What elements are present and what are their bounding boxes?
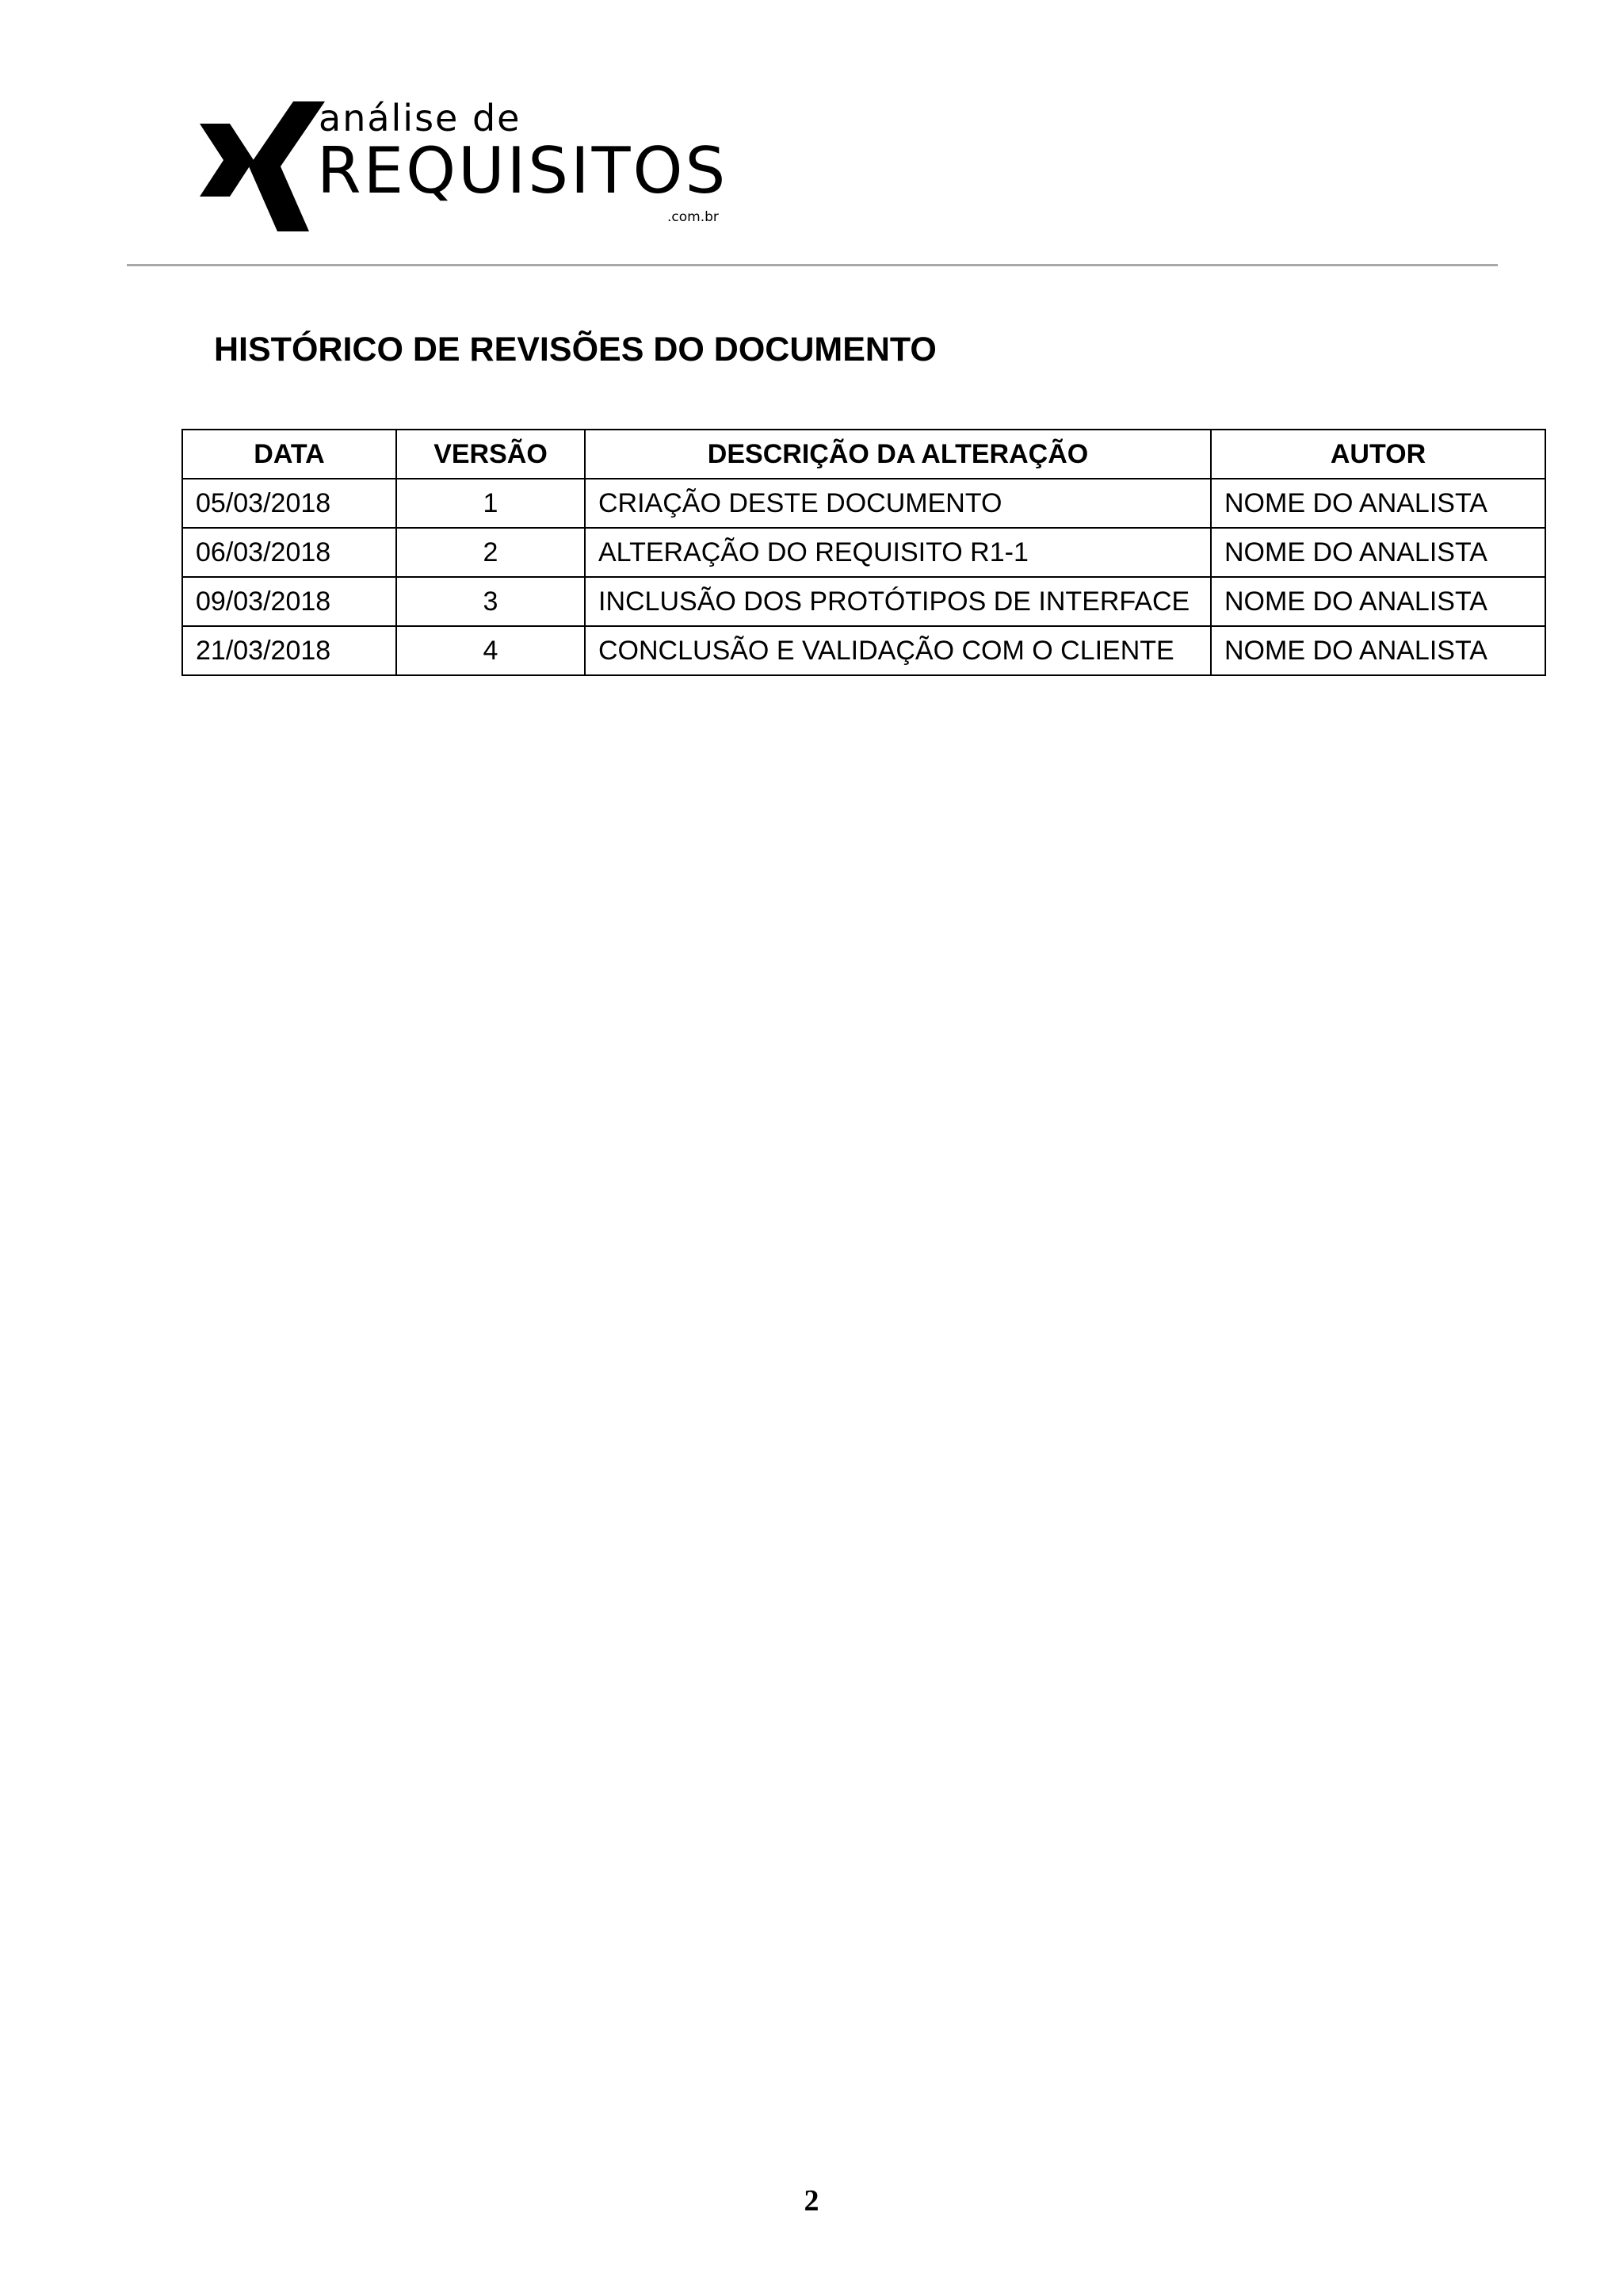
table-row (182, 577, 1545, 626)
table-row (182, 479, 1545, 528)
cell-description: INCLUSÃO DOS PROTÓTIPOS DE INTERFACE (585, 577, 1211, 626)
logo-text-requisitos: REQUISITOS (317, 134, 728, 208)
cell-date: 06/03/2018 (182, 528, 396, 577)
column-header-author: AUTOR (1211, 430, 1545, 479)
cell-description: ALTERAÇÃO DO REQUISITO R1-1 (585, 528, 1211, 577)
cell-date: 05/03/2018 (182, 479, 396, 528)
revision-history-table (181, 429, 1546, 676)
cell-description: CONCLUSÃO E VALIDAÇÃO COM O CLIENTE (585, 626, 1211, 675)
cell-author: NOME DO ANALISTA (1211, 479, 1545, 528)
document-title: HISTÓRICO DE REVISÕES DO DOCUMENTO (214, 330, 937, 369)
cell-description: CRIAÇÃO DESTE DOCUMENTO (585, 479, 1211, 528)
cell-version: 4 (396, 626, 585, 675)
table-row (182, 626, 1545, 675)
cell-version: 2 (396, 528, 585, 577)
logo-text-analise-de: análise de (319, 97, 521, 139)
cell-version: 3 (396, 577, 585, 626)
page-number: 2 (804, 2184, 819, 2218)
table-row (182, 528, 1545, 577)
column-header-description: DESCRIÇÃO DA ALTERAÇÃO (585, 430, 1211, 479)
cell-author: NOME DO ANALISTA (1211, 577, 1545, 626)
header-divider (127, 264, 1498, 266)
cell-version: 1 (396, 479, 585, 528)
column-header-version: VERSÃO (396, 430, 585, 479)
column-header-date: DATA (182, 430, 396, 479)
logo-text-domain: .com.br (667, 209, 719, 225)
table-header-row (182, 430, 1545, 479)
site-logo (198, 97, 737, 231)
cell-date: 09/03/2018 (182, 577, 396, 626)
cell-author: NOME DO ANALISTA (1211, 626, 1545, 675)
double-chevron-logo-icon (198, 100, 325, 231)
cell-date: 21/03/2018 (182, 626, 396, 675)
cell-author: NOME DO ANALISTA (1211, 528, 1545, 577)
